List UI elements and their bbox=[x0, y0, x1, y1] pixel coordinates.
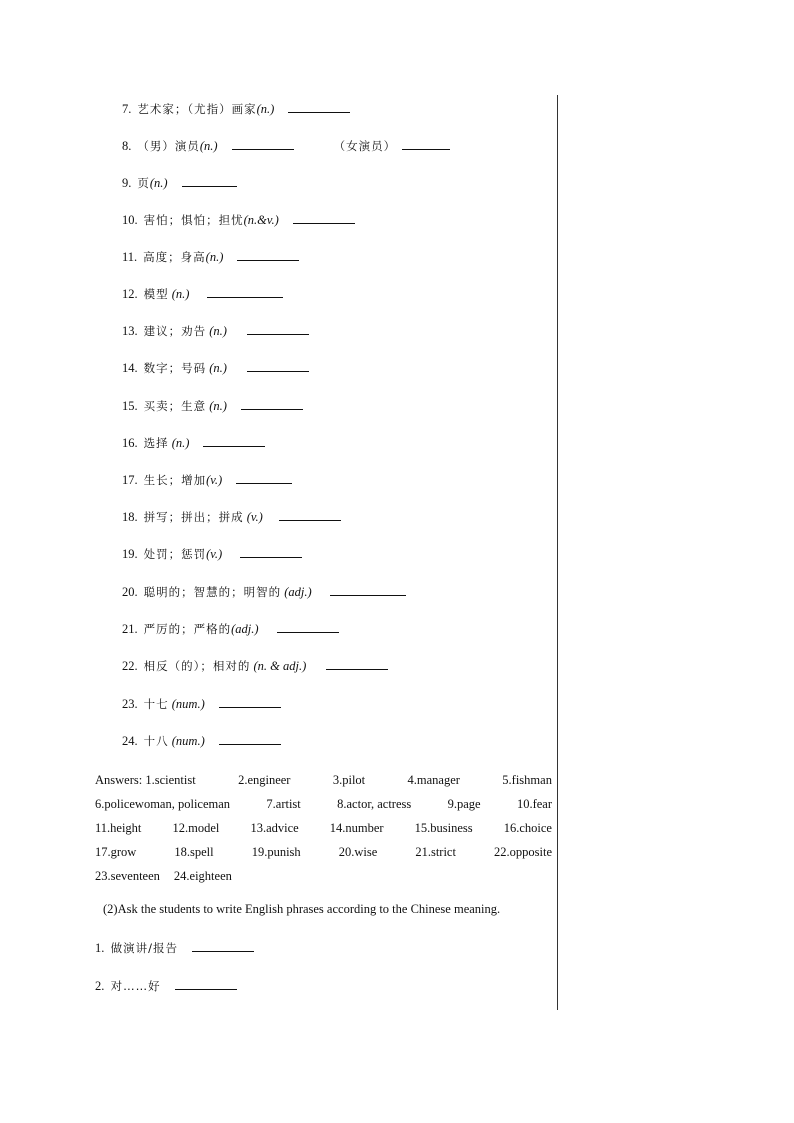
vocab-item-19 bbox=[122, 545, 302, 562]
answer-text: 17.grow bbox=[95, 845, 137, 859]
item-chinese: 买卖；生意 bbox=[143, 399, 207, 413]
item-number: 16. bbox=[122, 436, 138, 450]
item-part-of-speech: (n.) bbox=[171, 436, 190, 450]
vocab-item-15 bbox=[122, 397, 303, 414]
vocab-item-10 bbox=[122, 211, 355, 228]
item-chinese: （男）演员 bbox=[137, 139, 200, 153]
answer-blank[interactable] bbox=[232, 137, 294, 150]
item-chinese: 页 bbox=[137, 176, 150, 190]
item-part-of-speech: (v.) bbox=[206, 473, 223, 487]
item-chinese: 艺术家；（尤指）画家 bbox=[137, 102, 257, 116]
vocab-item-8 bbox=[122, 137, 450, 154]
item-part-of-speech: (n.) bbox=[199, 139, 218, 153]
item-chinese-second: （女演员） bbox=[333, 139, 397, 153]
item-number: 9. bbox=[122, 176, 132, 190]
answer-blank[interactable] bbox=[219, 732, 281, 745]
phrase-item-1 bbox=[95, 939, 254, 956]
item-chinese: 拼写；拼出；拼成 bbox=[143, 510, 244, 524]
vocab-item-16 bbox=[122, 434, 265, 451]
answer-text: 2.engineer bbox=[238, 773, 291, 787]
answer-text: 9.page bbox=[447, 797, 481, 811]
answer-text: 4.manager bbox=[407, 773, 460, 787]
answer-text: 8.actor, actress bbox=[337, 797, 412, 811]
item-number: 19. bbox=[122, 547, 138, 561]
item-chinese: 害怕；惧怕；担忧 bbox=[143, 213, 244, 227]
item-part-of-speech: (num.) bbox=[171, 697, 205, 711]
answer-text: 14.number bbox=[329, 821, 384, 835]
answer-blank[interactable] bbox=[330, 583, 406, 596]
vocab-item-21 bbox=[122, 620, 339, 637]
answer-blank[interactable] bbox=[241, 397, 303, 410]
vocab-item-9 bbox=[122, 174, 237, 191]
answer-text: 24.eighteen bbox=[173, 869, 232, 883]
answer-text: 16.choice bbox=[503, 821, 552, 835]
item-part-of-speech: (n.) bbox=[256, 102, 275, 116]
item-chinese: 高度；身高 bbox=[143, 250, 206, 264]
answers-line-4 bbox=[95, 840, 552, 864]
vocab-item-23 bbox=[122, 695, 281, 712]
answers-line-3 bbox=[95, 816, 552, 840]
column-divider bbox=[557, 95, 558, 1010]
item-part-of-speech: (n.) bbox=[171, 287, 190, 301]
answers-block bbox=[95, 768, 552, 888]
answer-text: 11.height bbox=[95, 821, 142, 835]
item-part-of-speech: (n.&v.) bbox=[243, 213, 279, 227]
answer-blank[interactable] bbox=[277, 620, 339, 633]
phrase-item-2 bbox=[95, 977, 237, 994]
answer-blank[interactable] bbox=[247, 359, 309, 372]
vocab-item-14 bbox=[122, 359, 309, 376]
item-chinese: 数字；号码 bbox=[143, 361, 207, 375]
vocab-item-7 bbox=[122, 100, 350, 117]
answer-blank[interactable] bbox=[279, 508, 341, 521]
answer-blank[interactable] bbox=[182, 174, 237, 187]
item-number: 1. bbox=[95, 941, 105, 955]
item-number: 21. bbox=[122, 622, 138, 636]
vocab-item-12 bbox=[122, 285, 283, 302]
item-chinese: 聪明的；智慧的；明智的 bbox=[143, 585, 282, 599]
item-part-of-speech: (num.) bbox=[171, 734, 205, 748]
answer-text: 18.spell bbox=[174, 845, 214, 859]
answer-text: 15.business bbox=[414, 821, 473, 835]
item-number: 17. bbox=[122, 473, 138, 487]
answer-text: 23.seventeen bbox=[95, 869, 160, 883]
answers-line-2 bbox=[95, 792, 552, 816]
item-chinese: 做演讲/报告 bbox=[110, 941, 178, 955]
answer-blank[interactable] bbox=[192, 939, 254, 952]
item-part-of-speech: (n.) bbox=[209, 399, 227, 413]
item-part-of-speech: (v.) bbox=[246, 510, 263, 524]
answer-text: Answers: 1.scientist bbox=[95, 773, 196, 787]
answer-blank[interactable] bbox=[240, 545, 302, 558]
answer-blank[interactable] bbox=[293, 211, 355, 224]
item-number: 24. bbox=[122, 734, 138, 748]
item-number: 12. bbox=[122, 287, 138, 301]
item-number: 13. bbox=[122, 324, 138, 338]
item-number: 11. bbox=[122, 250, 138, 264]
item-chinese: 相反（的）；相对的 bbox=[143, 659, 251, 673]
item-part-of-speech: (v.) bbox=[206, 547, 223, 561]
item-number: 10. bbox=[122, 213, 138, 227]
answers-line-5 bbox=[95, 864, 552, 888]
answer-blank[interactable] bbox=[219, 695, 281, 708]
answer-text: 7.artist bbox=[266, 797, 301, 811]
item-chinese: 对……好 bbox=[110, 979, 161, 993]
answer-blank[interactable] bbox=[236, 471, 292, 484]
vocab-item-22 bbox=[122, 657, 388, 674]
answer-text: 22.opposite bbox=[494, 845, 552, 859]
answer-text: 6.policewoman, policeman bbox=[95, 797, 231, 811]
item-number: 22. bbox=[122, 659, 138, 673]
item-number: 7. bbox=[122, 102, 132, 116]
answer-blank[interactable] bbox=[203, 434, 265, 447]
item-chinese: 建议；劝告 bbox=[143, 324, 207, 338]
item-part-of-speech: (n.) bbox=[205, 250, 224, 264]
answer-blank[interactable] bbox=[175, 977, 237, 990]
item-chinese: 处罚；惩罚 bbox=[143, 547, 207, 561]
vocab-item-17 bbox=[122, 471, 292, 488]
item-number: 15. bbox=[122, 399, 138, 413]
item-chinese: 模型 bbox=[143, 287, 169, 301]
answer-blank[interactable] bbox=[237, 248, 299, 261]
answers-line-1 bbox=[95, 768, 552, 792]
item-number: 23. bbox=[122, 697, 138, 711]
item-part-of-speech: (n.) bbox=[149, 176, 168, 190]
answer-text: 20.wise bbox=[338, 845, 378, 859]
item-number: 2. bbox=[95, 979, 105, 993]
item-chinese: 十七 bbox=[143, 697, 169, 711]
answer-text: 21.strict bbox=[415, 845, 456, 859]
answer-text: 5.fishman bbox=[502, 773, 552, 787]
item-part-of-speech: (adj.) bbox=[231, 622, 259, 636]
answer-text: 10.fear bbox=[516, 797, 552, 811]
answer-blank[interactable] bbox=[288, 100, 350, 113]
item-number: 8. bbox=[122, 139, 132, 153]
item-number: 18. bbox=[122, 510, 138, 524]
item-chinese: 十八 bbox=[143, 734, 169, 748]
answer-blank[interactable] bbox=[326, 657, 388, 670]
section-instruction: (2)Ask the students to write English phrases according to the Chinese meaning. bbox=[103, 902, 501, 916]
item-part-of-speech: (n.) bbox=[209, 324, 227, 338]
answer-blank[interactable] bbox=[247, 322, 309, 335]
item-part-of-speech: (n.) bbox=[209, 361, 227, 375]
item-number: 14. bbox=[122, 361, 138, 375]
item-part-of-speech: (n. & adj.) bbox=[253, 659, 307, 673]
answer-blank-second[interactable] bbox=[402, 137, 450, 150]
item-chinese: 选择 bbox=[143, 436, 169, 450]
vocab-item-13 bbox=[122, 322, 309, 339]
item-number: 20. bbox=[122, 585, 138, 599]
answer-text: 3.pilot bbox=[332, 773, 366, 787]
answer-blank[interactable] bbox=[207, 285, 283, 298]
item-part-of-speech: (adj.) bbox=[284, 585, 312, 599]
vocab-item-18 bbox=[122, 508, 341, 525]
answer-text: 13.advice bbox=[250, 821, 299, 835]
vocab-item-11 bbox=[122, 248, 299, 265]
answer-text: 19.punish bbox=[251, 845, 301, 859]
item-chinese: 生长；增加 bbox=[143, 473, 207, 487]
answer-text: 12.model bbox=[172, 821, 220, 835]
vocab-item-24 bbox=[122, 732, 281, 749]
item-chinese: 严厉的；严格的 bbox=[143, 622, 232, 636]
vocab-item-20 bbox=[122, 583, 406, 600]
